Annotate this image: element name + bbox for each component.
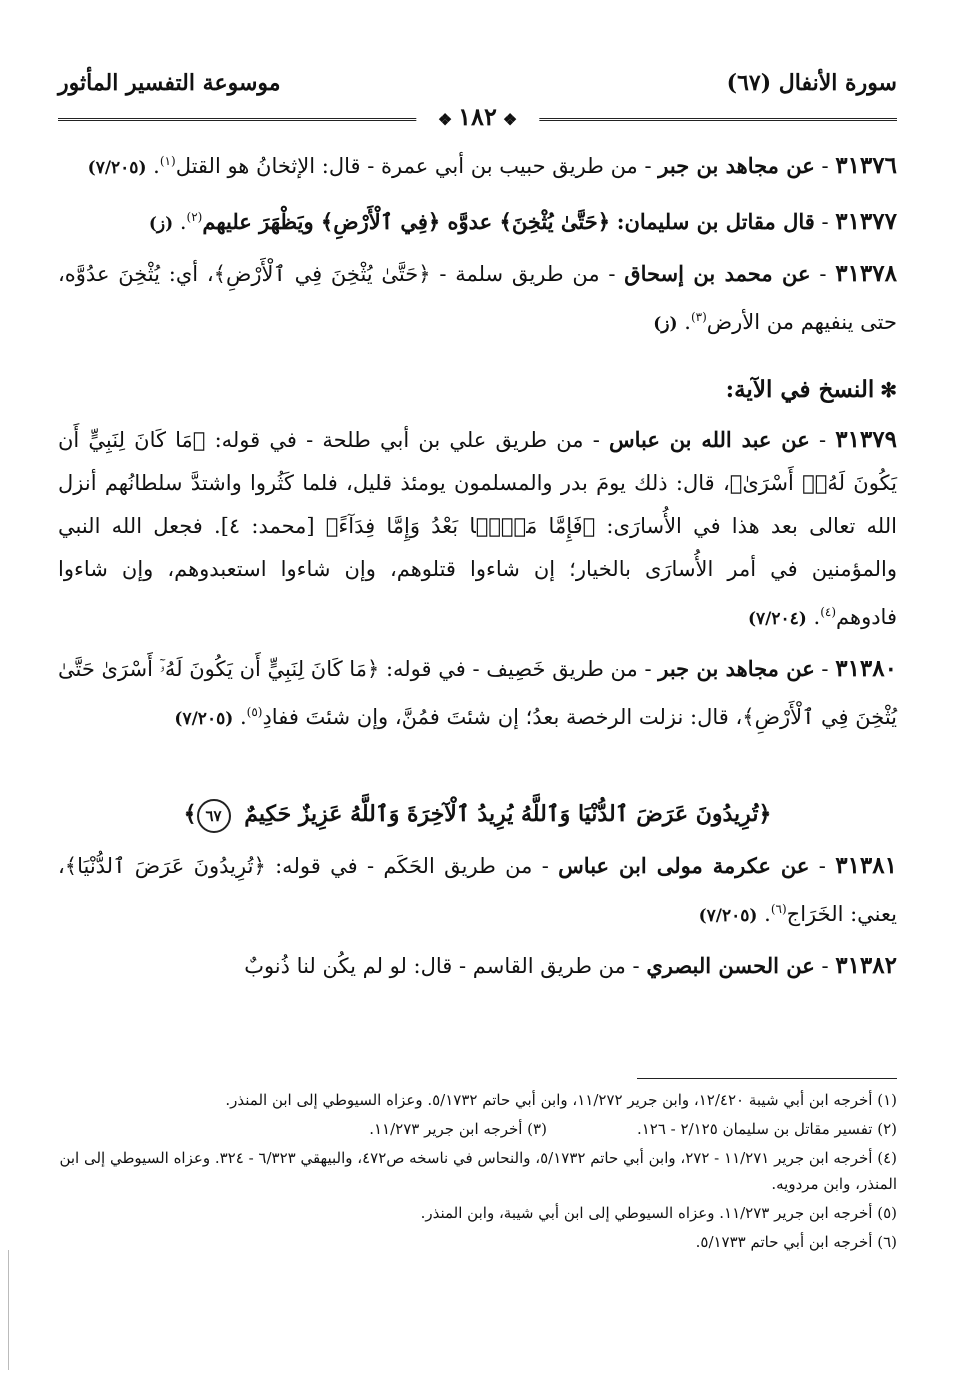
narration-end: . xyxy=(179,210,187,234)
source-ref: (٧/٢٠٥) xyxy=(87,158,147,178)
footnote: (٤) أخرجه ابن جرير ١١/٢٧١ - ٢٧٢، وابن أبي حاتم ٥/١٧٣٢، والنحاس في ناسخه ص٤٧٢، والبيهقي ٦/٣٢٣ - ٣٢٤. وعزاه السيوطي إلى ابن المنذر، وابن مردويه. xyxy=(59,1149,897,1193)
main-text xyxy=(58,140,897,994)
footnote-marker: (٦) xyxy=(770,902,787,916)
page-number xyxy=(416,102,539,131)
source-ref: (٧/٢٠٤) xyxy=(747,609,807,629)
scan-edge xyxy=(8,1250,9,1370)
footnote: (٢) تفسير مقاتل بن سليمان ٢/١٢٥ - ١٢٦. xyxy=(636,1120,897,1138)
narrator: قال مقاتل بن سليمان: xyxy=(616,209,815,234)
ayah-close: ﴾ xyxy=(183,801,197,827)
narration-text: - من طريق الحَكَم - في قوله: ﴿تُرِيدُونَ عَرَضَ ٱلدُّنْيَا﴾، يعني: الخَرَاج xyxy=(58,854,897,926)
footnote-marker: (٣) xyxy=(690,310,707,324)
narration-number: ٣١٣٧٩ xyxy=(835,426,897,453)
narrator: عن مجاهد بن جبر xyxy=(658,153,815,178)
footnote: (٣) أخرجه ابن جرير ١١/٢٧٣. xyxy=(369,1120,547,1138)
section-heading-text: النسخ في الآية: xyxy=(725,376,875,403)
narration-entry: ٣١٣٧٩ - عن عبد الله بن عباس - من طريق علي بن أبي طلحة - في قوله: ﴿مَا كَانَ لِنَبِيٍّ أَن يَكُونَ لَهُۥٓ أَسْرَىٰ﴾، قال: ذلك يومَ بدر والمسلمون يومئذ قليل، فلما كَثُروا واشتدَّ سلطانُهم أنزل الله تعالى بعد هذا في الأُسارَى: ﴿فَإِمَّا مَنًّۢا بَعْدُ وَإِمَّا فِدَآءً﴾ [محمد: ٤]. فجعل الله النبي والمؤمنين في أمر الأُسارَى بالخيار؛ إن شاءوا قتلوهم، وإن شاءوا استعبدوهم، وإن شاءوا فادوهم$^{(٤)}$. (٧/٢٠٤) xyxy=(58,426,897,629)
narration-text: ﴿حَتَّىٰ يُثْخِنَ﴾ عدوَّه ﴿فِي ٱلْأَرْضِ﴾ ويَظْهَرَ عليهم xyxy=(202,209,610,234)
narration-text: - من طريق القاسم - قال: لو لم يكُن لنا ذُنوبٌ xyxy=(244,954,640,978)
source-ref: (٧/٢٠٥) xyxy=(698,906,758,926)
narration-end: . xyxy=(239,705,247,729)
footnote: (٦) أخرجه ابن أبي حاتم ٥/١٧٣٣. xyxy=(695,1233,897,1251)
narration-number: ٣١٣٨٠ xyxy=(835,655,897,682)
footnote-marker: (٥) xyxy=(246,705,263,719)
page-header xyxy=(58,70,897,130)
narration-entry: ٣١٣٨١ - عن عكرمة مولى ابن عباس - من طريق الحَكَم - في قوله: ﴿تُرِيدُونَ عَرَضَ ٱلدُّنْيَا﴾، يعني: الخَرَاج$^{(٦)}$. (٧/٢٠٥) xyxy=(58,852,897,926)
source-ref: (ز) xyxy=(653,314,678,334)
narration-text: - من طريق حبيب بن أبي عمرة - قال: الإثخانُ هو القتل xyxy=(175,154,652,178)
source-ref: (ز) xyxy=(148,214,174,234)
narration-end: . xyxy=(813,605,821,629)
ornament-icon: ❖ xyxy=(437,110,453,129)
ornament-icon: ❖ xyxy=(502,110,518,129)
narration-number: ٣١٣٧٦ xyxy=(835,152,897,179)
narrator: عن محمد بن إسحاق xyxy=(624,261,811,286)
narrator: عن عبد الله بن عباس xyxy=(608,427,810,452)
page-number-value: ١٨٢ xyxy=(458,102,497,131)
ayah-heading xyxy=(58,793,897,836)
narration-number: ٣١٣٨٢ xyxy=(835,952,897,979)
narration-entry: ٣١٣٧٨ - عن محمد بن إسحاق - من طريق سلمة - ﴿حَتَّىٰ يُثْخِنَ فِي ٱلْأَرْضِ﴾، أي: يُثْخِنَ عدُوَّه، حتى ينفيهم من الأرض$^{(٣)}$. (ز) xyxy=(58,260,897,334)
narration-entry: ٣١٣٧٧ - قال مقاتل بن سليمان: ﴿حَتَّىٰ يُثْخِنَ﴾ عدوَّه ﴿فِي ٱلْأَرْضِ﴾ ويَظْهَرَ عليهم$^{(٢)}$. (ز) xyxy=(148,208,897,235)
footnote-marker: (٢) xyxy=(186,210,203,224)
narrator: عن مجاهد بن جبر xyxy=(658,656,815,681)
narration-number: ٣١٣٧٨ xyxy=(835,260,897,287)
footnotes xyxy=(58,1078,897,1258)
footnote-marker: (١) xyxy=(159,154,176,168)
narration-text: - من طريق علي بن أبي طلحة - في قوله: ﴿مَا كَانَ لِنَبِيٍّ أَن يَكُونَ لَهُۥٓ أَسْرَىٰ﴾، قال: ذلك يومَ بدر والمسلمون يومئذ قليل، فلما كَثُروا واشتدَّ سلطانُهم أنزل الله تعالى بعد هذا في الأُسارَى: ﴿فَإِمَّا مَنًّۢا بَعْدُ وَإِمَّا فِدَآءً﴾ [محمد: ٤]. فجعل الله النبي والمؤمنين في أمر الأُسارَى بالخيار؛ إن شاءوا قتلوهم، وإن شاءوا استعبدوهم، وإن شاءوا فادوهم xyxy=(58,428,897,629)
footnote-row xyxy=(58,1116,897,1142)
narration-number: ٣١٣٨١ xyxy=(835,852,897,879)
narrator: عن الحسن البصري xyxy=(646,953,815,978)
footnote-marker: (٤) xyxy=(820,605,837,619)
narration-text: - من طريق سلمة - ﴿حَتَّىٰ يُثْخِنَ فِي ٱلْأَرْضِ﴾، أي: يُثْخِنَ عدُوَّه، حتى ينفيهم من الأرض xyxy=(58,262,897,334)
narration-entry: ٣١٣٨٠ - عن مجاهد بن جبر - من طريق خَصِيف - في قوله: ﴿مَا كَانَ لِنَبِيٍّ أَن يَكُونَ لَهُۥٓ أَسْرَىٰ حَتَّىٰ يُثْخِنَ فِي ٱلْأَرْضِ﴾، قال: نزلت الرخصة بعدُ؛ إن شئتَ فمُنَّ، وإن شئتَ ففادِ$^{(٥)}$. (٧/٢٠٥) xyxy=(58,655,897,729)
star-icon: ✻ xyxy=(880,378,897,402)
source-ref: (٧/٢٠٥) xyxy=(174,709,234,729)
narration-entry: ٣١٣٨٢ - عن الحسن البصري - من طريق القاسم - قال: لو لم يكُن لنا ذُنوبٌ xyxy=(244,952,897,979)
footnote: (٥) أخرجه ابن جرير ١١/٢٧٣. وعزاه السيوطي إلى ابن أبي شيبة، وابن المنذر. xyxy=(420,1204,897,1222)
ayah-number-badge: ٦٧ xyxy=(197,799,231,833)
narration-end: . xyxy=(764,902,771,926)
ayah-text: ﴿تُرِيدُونَ عَرَضَ ٱلدُّنْيَا وَٱللَّهُ يُرِيدُ ٱلْآخِرَةَ وَٱللَّهُ عَزِيزٌ حَكِيمٌ xyxy=(244,801,772,827)
narration-end: . xyxy=(153,154,160,178)
narrator: عن عكرمة مولى ابن عباس xyxy=(558,853,810,878)
narration-end: . xyxy=(684,310,691,334)
section-heading xyxy=(58,368,897,412)
narration-text: - من طريق خَصِيف - في قوله: ﴿مَا كَانَ لِنَبِيٍّ أَن يَكُونَ لَهُۥٓ أَسْرَىٰ حَتَّىٰ يُثْخِنَ فِي ٱلْأَرْضِ﴾، قال: نزلت الرخصة بعدُ؛ إن شئتَ فمُنَّ، وإن شئتَ ففادِ xyxy=(58,657,897,729)
footnote: (١) أخرجه ابن أبي شيبة ١٢/٤٢٠، وابن جرير ١١/٢٧٢، وابن أبي حاتم ٥/١٧٣٢. وعزاه السيوطي إلى ابن المنذر. xyxy=(225,1091,897,1109)
narration-number: ٣١٣٧٧ xyxy=(835,208,897,235)
footnote-rule xyxy=(637,1078,897,1079)
narration-entry: ٣١٣٧٦ - عن مجاهد بن جبر - من طريق حبيب بن أبي عمرة - قال: الإثخانُ هو القتل$^{(١)}$. (٧/٢٠٥) xyxy=(87,152,897,179)
book-title: موسوعة التفسير المأثور xyxy=(58,70,281,96)
surah-title: سورة الأنفال (٦٧) xyxy=(726,70,897,96)
